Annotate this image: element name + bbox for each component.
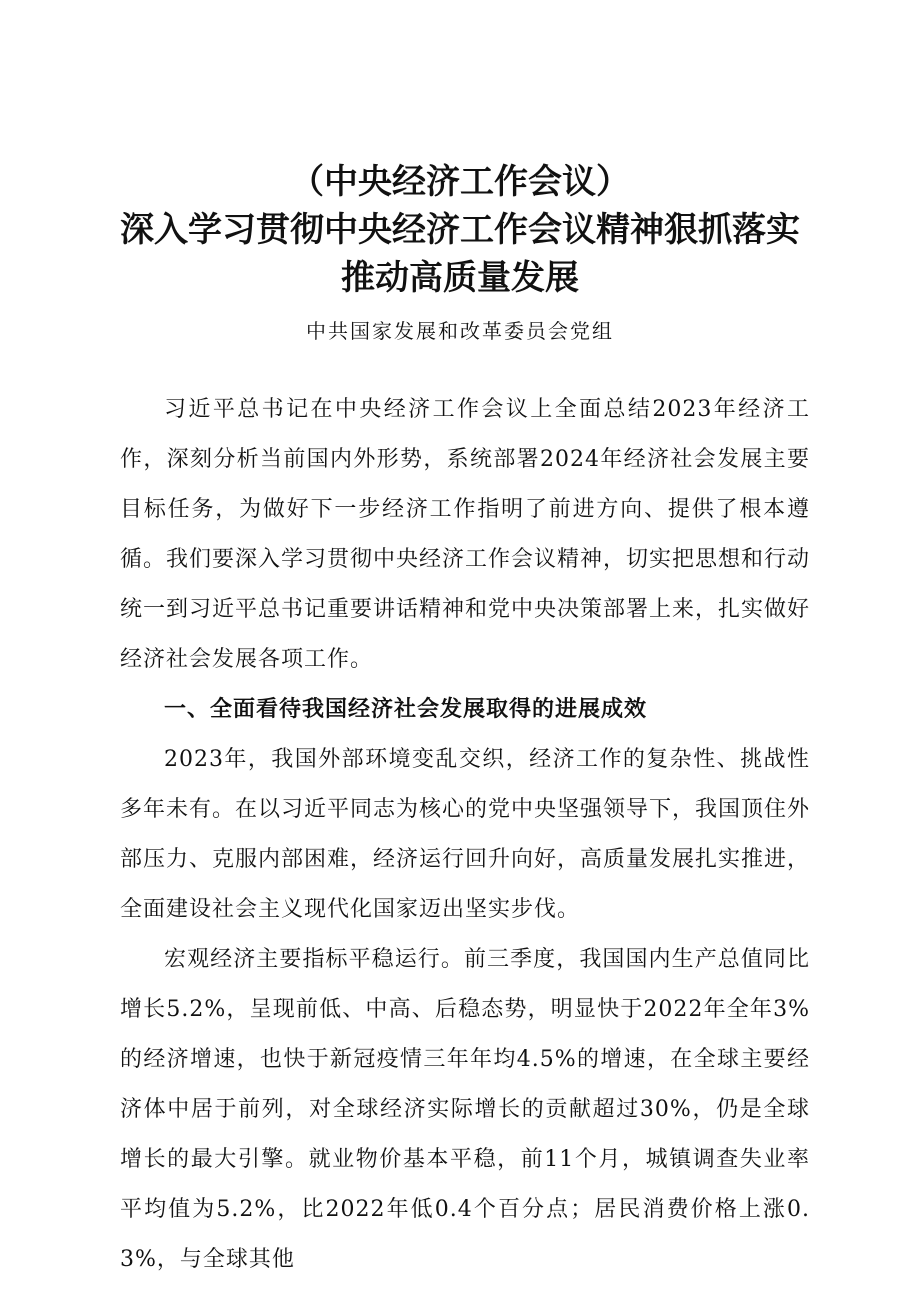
title-block bbox=[60, 158, 860, 346]
title-line-3: 推动高质量发展 bbox=[341, 258, 579, 298]
title-line-2: 深入学习贯彻中央经济工作会议精神狠抓落实 bbox=[120, 210, 800, 250]
author-line: 中共国家发展和改革委员会党组 bbox=[306, 319, 614, 343]
paragraph-macro-indicators: 宏观经济主要指标平稳运行。前三季度，我国国内生产总值同比增长5.2%，呈现前低、中高、后稳态势，明显快于2022年全年3%的经济增速，也快于新冠疫情三年年均4.5%的增速，在全球主要经济体中居于前列，对全球经济实际增长的贡献超过30%，仍是全球增长的最大引擎。就业物价基本平稳，前11个月，城镇调查失业率平均值为5.2%，比2022年低0.4个百分点；居民消费价格上涨0.3%，与全球其他 bbox=[120, 947, 810, 1272]
paragraph-2023-overview: 2023年，我国外部环境变乱交织，经济工作的复杂性、挑战性多年未有。在以习近平同志为核心的党中央坚强领导下，我国顶住外部压力、克服内部困难，经济运行回升向好，高质量发展扎实推进，全面建设社会主义现代化国家迈出坚实步伐。 bbox=[120, 747, 811, 922]
document-body bbox=[120, 385, 810, 1285]
title-line-1: （中央经济工作会议） bbox=[290, 162, 630, 202]
section-heading-1: 一、全面看待我国经济社会发展取得的进展成效 bbox=[164, 697, 648, 722]
paragraph-intro: 习近平总书记在中央经济工作会议上全面总结2023年经济工作，深刻分析当前国内外形势，系统部署2024年经济社会发展主要目标任务，为做好下一步经济工作指明了前进方向、提供了根本遵循。我们要深入学习贯彻中央经济工作会议精神，切实把思想和行动统一到习近平总书记重要讲话精神和党中央决策部署上来，扎实做好经济社会发展各项工作。 bbox=[120, 397, 811, 672]
